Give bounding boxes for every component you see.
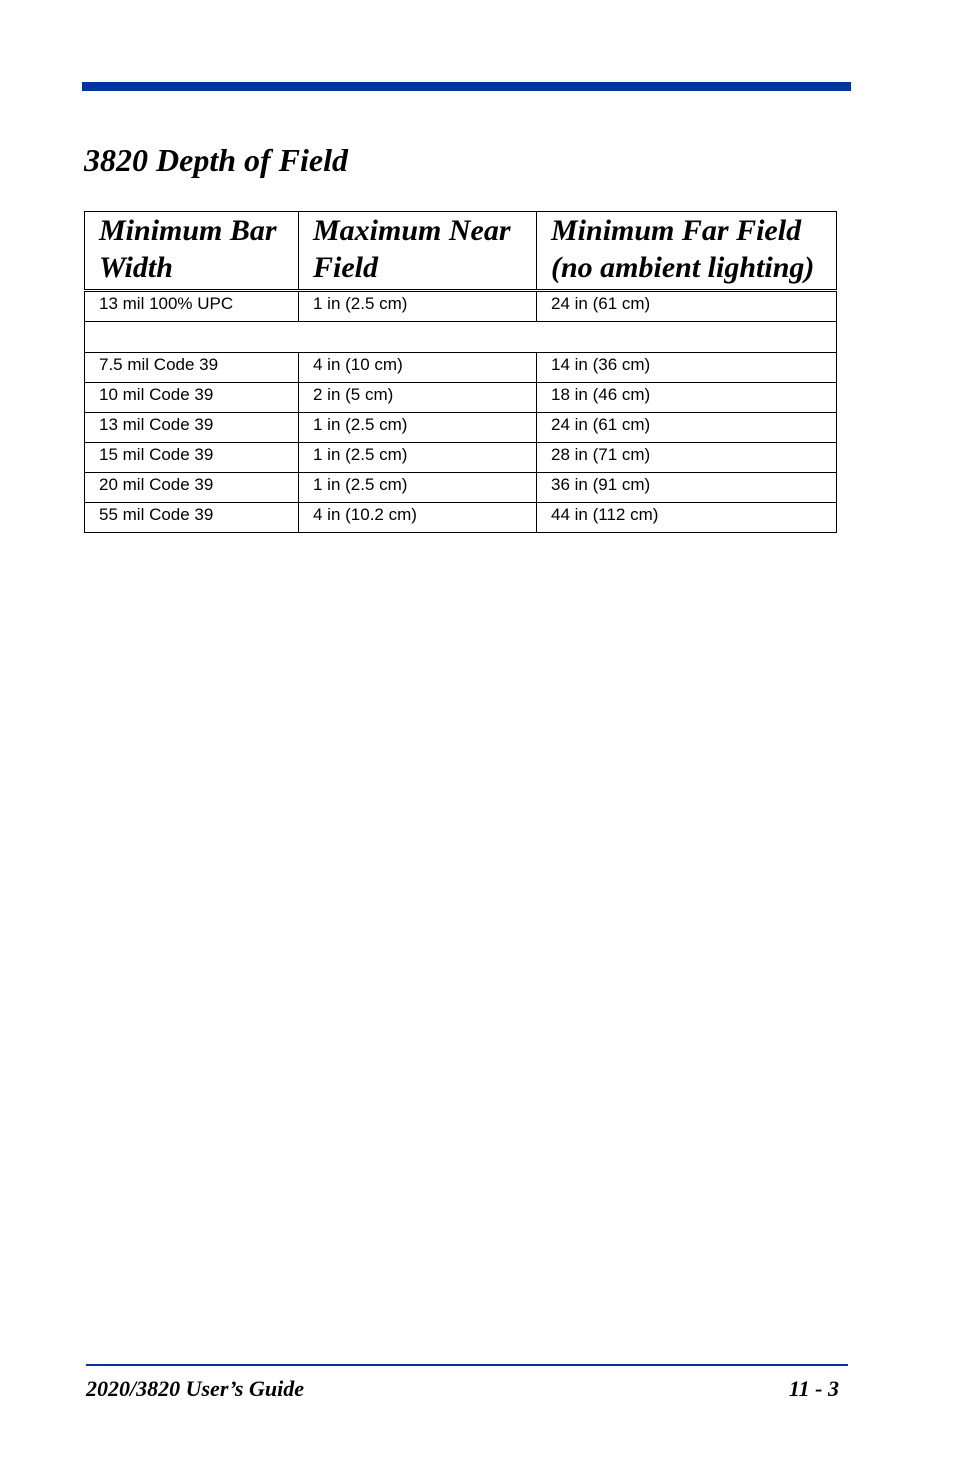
cell-bar-width: 7.5 mil Code 39	[85, 353, 299, 383]
column-header-max-near-field: Maximum Near Field	[299, 212, 537, 291]
cell-bar-width: 15 mil Code 39	[85, 443, 299, 473]
table-row	[85, 383, 837, 413]
page-title: 3820 Depth of Field	[84, 142, 348, 178]
table-row	[85, 503, 837, 533]
table-row	[85, 413, 837, 443]
cell-far-field: 18 in (46 cm)	[537, 383, 837, 413]
cell-far-field: 28 in (71 cm)	[537, 443, 837, 473]
cell-near-field: 4 in (10 cm)	[299, 353, 537, 383]
table-row	[85, 353, 837, 383]
table-row	[85, 291, 837, 322]
cell-far-field: 24 in (61 cm)	[537, 413, 837, 443]
cell-near-field: 1 in (2.5 cm)	[299, 291, 537, 322]
cell-far-field: 24 in (61 cm)	[537, 291, 837, 322]
empty-cell	[85, 322, 837, 353]
cell-far-field: 36 in (91 cm)	[537, 473, 837, 503]
column-header-min-bar-width: Minimum Bar Width	[85, 212, 299, 291]
footer-page-number: 11 - 3	[788, 1376, 839, 1401]
header-rule	[82, 82, 851, 91]
cell-near-field: 1 in (2.5 cm)	[299, 473, 537, 503]
table-row-empty	[85, 322, 837, 353]
cell-near-field: 2 in (5 cm)	[299, 383, 537, 413]
table-row	[85, 443, 837, 473]
column-header-min-far-field: Minimum Far Field (no ambient lighting)	[537, 212, 837, 291]
cell-bar-width: 55 mil Code 39	[85, 503, 299, 533]
cell-near-field: 1 in (2.5 cm)	[299, 413, 537, 443]
cell-bar-width: 13 mil Code 39	[85, 413, 299, 443]
cell-far-field: 44 in (112 cm)	[537, 503, 837, 533]
footer-rule	[86, 1364, 848, 1366]
cell-near-field: 1 in (2.5 cm)	[299, 443, 537, 473]
table-header-row	[85, 212, 837, 291]
cell-far-field: 14 in (36 cm)	[537, 353, 837, 383]
cell-bar-width: 20 mil Code 39	[85, 473, 299, 503]
cell-bar-width: 13 mil 100% UPC	[85, 291, 299, 322]
depth-of-field-table	[84, 211, 837, 533]
table-row	[85, 473, 837, 503]
footer-guide-title: 2020/3820 User’s Guide	[86, 1376, 304, 1401]
cell-bar-width: 10 mil Code 39	[85, 383, 299, 413]
cell-near-field: 4 in (10.2 cm)	[299, 503, 537, 533]
